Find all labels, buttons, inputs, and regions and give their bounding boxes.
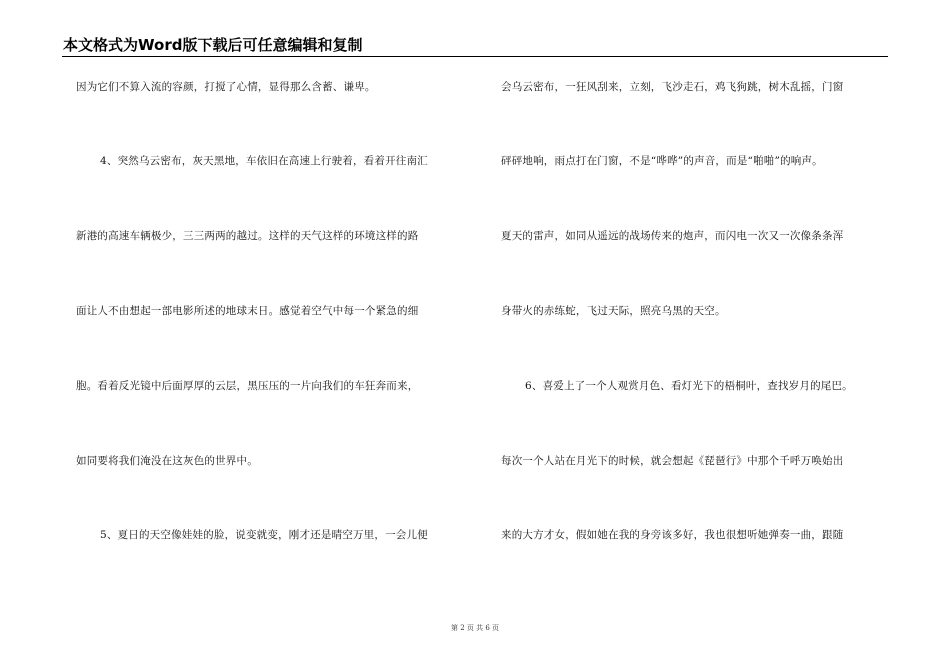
right-line-1: 会乌云密布，一狂风刮来，立刻，飞沙走石，鸡飞狗跳，树木乱摇，门窗: [501, 81, 844, 93]
document-header-title: 本文格式为Word版下载后可任意编辑和复制: [63, 36, 363, 54]
right-line-4: 身带火的赤练蛇，飞过天际，照亮乌黑的天空。: [501, 305, 726, 317]
page-number-footer: 第 2 页 共 6 页: [450, 624, 500, 632]
left-line-3: 新港的高速车辆极少，三三两两的越过。这样的天气这样的环境这样的路: [76, 230, 419, 242]
right-line-3: 夏天的雷声，如同从遥远的战场传来的炮声，而闪电一次又一次像条条浑: [501, 230, 844, 242]
left-line-6: 如同要将我们淹没在这灰色的世界中。: [76, 455, 258, 467]
right-line-2: 砰砰地响，雨点打在门窗，不是“哗哗”的声音，而是“啪啪”的响声。: [501, 155, 823, 167]
right-line-6: 每次一个人站在月光下的时候，就会想起《琵琶行》中那个千呼万唤始出: [501, 455, 844, 467]
left-line-1: 因为它们不算入流的容颜，打搅了心情，显得那么含蓄、谦卑。: [76, 81, 376, 93]
left-line-5: 胞。看着反光镜中后面厚厚的云层，黑压压的一片向我们的车狂奔而来，: [76, 380, 419, 392]
header-divider: [62, 56, 888, 57]
left-line-4: 面让人不由想起一部电影所述的地球末日。感觉着空气中每一个紧急的细: [76, 305, 419, 317]
right-line-5: 6、喜爱上了一个人观赏月色、看灯光下的梧桐叶，查找岁月的尾巴。: [525, 380, 853, 392]
left-line-2: 4、突然乌云密布，灰天黑地，车依旧在高速上行驶着，看着开往南汇: [100, 155, 428, 167]
right-line-7: 来的大方才女，假如她在我的身旁该多好，我也很想听她弹奏一曲，跟随: [501, 529, 844, 541]
left-line-7: 5、夏日的天空像娃娃的脸，说变就变，刚才还是晴空万里，一会儿便: [100, 529, 428, 541]
